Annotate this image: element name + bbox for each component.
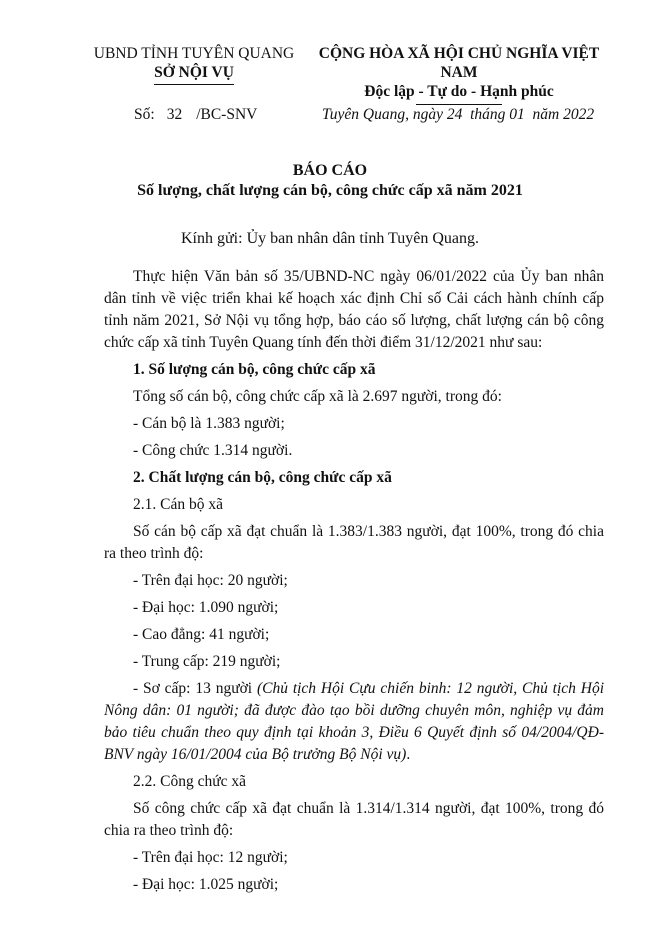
report-subtitle: Số lượng, chất lượng cán bộ, công chức cấp xã năm 2021 [137, 182, 523, 199]
issuing-authority-block [88, 44, 300, 82]
so-cap-note: (Chủ tịch Hội Cựu chiến binh: 12 người, Chủ tịch Hội Nông dân: 01 người; đã được đào tạo bồi dưỡng chuyên môn, nghiệp vụ đảm bảo tiêu chuẩn theo quy định tại khoản 3, Điều 6 Quyết định số 04/2004/QĐ-BNV ngày 16/01/2004 của Bộ trưởng Bộ Nội vụ) [104, 680, 605, 763]
place-and-date: Tuyên Quang, ngày 24 tháng 01 năm 2022 [322, 106, 595, 123]
document-number: Số: 32 /BC-SNV [134, 106, 258, 123]
list-item: - Trên đại học: 20 người; [133, 572, 288, 589]
list-item: - Công chức 1.314 người. [133, 442, 293, 459]
report-title: BÁO CÁO [292, 162, 368, 179]
addressee: Kính gửi: Ủy ban nhân dân tỉnh Tuyên Quang. [181, 230, 479, 247]
list-item: - Cán bộ là 1.383 người; [133, 415, 285, 432]
report-body [104, 266, 604, 896]
subsection-2-2-heading: 2.2. Công chức xã [133, 773, 247, 790]
subsection-2-2-summary: Số công chức cấp xã đạt chuẩn là 1.314/1.314 người, đạt 100%, trong đó chia ra theo trình độ: [104, 800, 604, 839]
parent-organization: UBND TỈNH TUYÊN QUANG [93, 45, 295, 62]
country-name: CỘNG HÒA XÃ HỘI CHỦ NGHĨA VIỆT NAM [318, 45, 600, 81]
subsection-2-1-heading: 2.1. Cán bộ xã [133, 496, 223, 513]
subsection-2-1-summary: Số cán bộ cấp xã đạt chuẩn là 1.383/1.383 người, đạt 100%, trong đó chia ra theo trình độ: [104, 523, 604, 562]
list-item: - Cao đẳng: 41 người; [133, 626, 270, 643]
organization-name: SỞ NỘI VỤ [154, 63, 234, 82]
list-item: - Đại học: 1.025 người; [133, 876, 279, 893]
organization-underline [154, 84, 234, 85]
national-motto: Độc lập - Tự do - Hạnh phúc [364, 82, 553, 101]
list-item: - Đại học: 1.090 người; [133, 599, 279, 616]
intro-paragraph: Thực hiện Văn bản số 35/UBND-NC ngày 06/01/2022 của Ủy ban nhân dân tỉnh về việc triển khai kế hoạch xác định Chỉ số Cải cách hành chính cấp tỉnh năm 2021, Sở Nội vụ tổng hợp, báo cáo số lượng, chất lượng cán bộ công chức cấp xã tỉnh Tuyên Quang tính đến thời điểm 31/12/2021 như sau: [104, 268, 604, 351]
list-item-so-cap: - Sơ cấp: 13 người (Chủ tịch Hội Cựu chiến binh: 12 người, Chủ tịch Hội Nông dân: 01 người; đã được đào tạo bồi dưỡng chuyên môn, nghiệp vụ đảm bảo tiêu chuẩn theo quy định tại khoản 3, Điều 6 Quyết định số 04/2004/QĐ-BNV ngày 16/01/2004 của Bộ trưởng Bộ Nội vụ). [104, 680, 605, 763]
national-header-block [300, 44, 618, 101]
section-1-heading: 1. Số lượng cán bộ, công chức cấp xã [133, 361, 376, 378]
section-1-total: Tổng số cán bộ, công chức cấp xã là 2.697 người, trong đó: [133, 388, 502, 405]
section-2-heading: 2. Chất lượng cán bộ, công chức cấp xã [133, 469, 392, 486]
list-item: - Trên đại học: 12 người; [133, 849, 288, 866]
list-item: - Trung cấp: 219 người; [133, 653, 281, 670]
